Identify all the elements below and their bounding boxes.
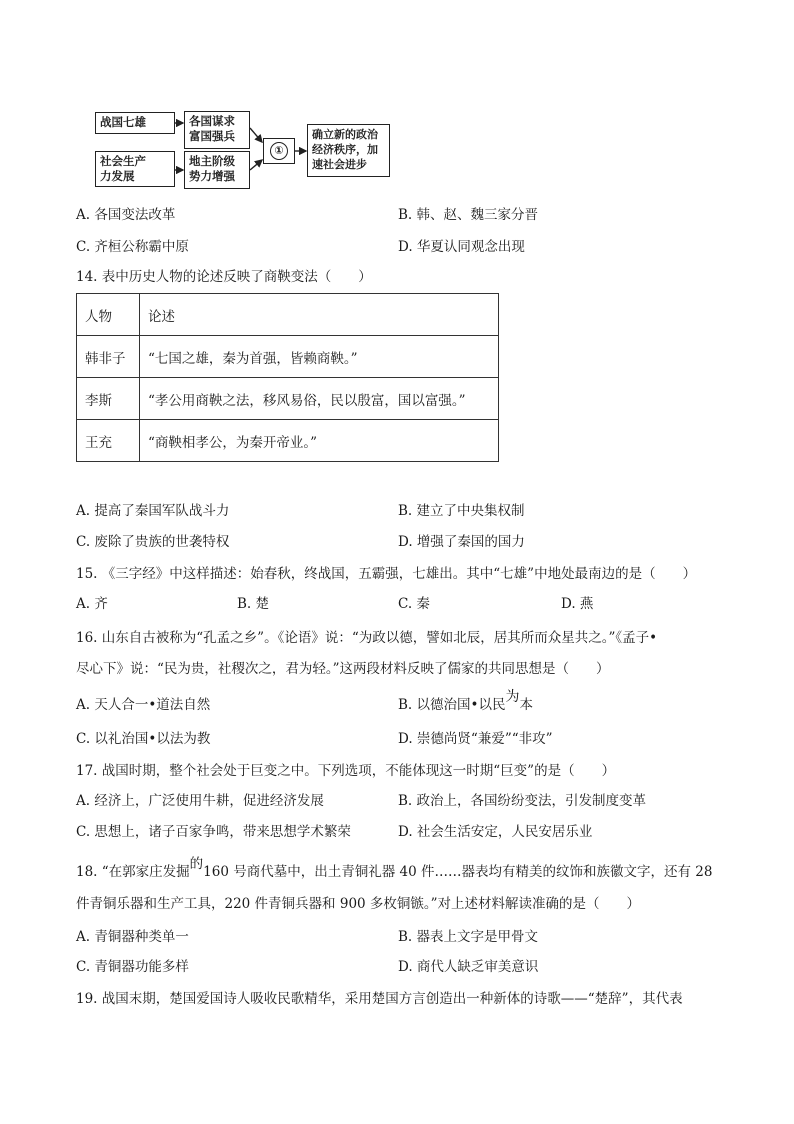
- q14-option-a: A. 提高了秦国军队战斗力: [76, 503, 230, 519]
- q16-option-b-text: B. 以德治国•以民: [398, 697, 506, 713]
- table-cell: “七国之雄，秦为首强，皆赖商鞅。”: [140, 336, 499, 378]
- table-row: [77, 420, 499, 462]
- table-cell: 王充: [77, 420, 140, 462]
- q13-option-a: A. 各国变法改革: [76, 207, 176, 223]
- table-cell: “商鞅相孝公，为秦开帝业。”: [140, 420, 499, 462]
- q18-option-d: D. 商代人缺乏审美意识: [398, 959, 539, 975]
- q14-stem: 14. 表中历史人物的论述反映了商鞅变法（ ）: [76, 269, 372, 285]
- q15-stem: 15. 《三字经》中这样描述：始春秋，终战国，五霸强，七雄出。其中“七雄”中地处最南边的是（ ）: [76, 566, 697, 582]
- q14-table: [76, 293, 499, 462]
- arrow: [250, 128, 262, 142]
- table-cell: 韩非子: [77, 336, 140, 378]
- table-cell: 李斯: [77, 378, 140, 420]
- q17-option-d: D. 社会生活安定，人民安居乐业: [398, 824, 593, 840]
- q16-option-c: C. 以礼治国•以法为教: [76, 731, 211, 747]
- q13-option-b: B. 韩、赵、魏三家分晋: [398, 207, 539, 223]
- q16-option-b-raised: 为: [505, 689, 520, 705]
- q18-stem-tail: 160 号商代墓中，出土青铜礼器 40 件……器表均有精美的纹饰和族徽文字，还有 28: [203, 864, 713, 880]
- diagram-box-text: 势力增强: [189, 169, 235, 183]
- arrow: [250, 160, 262, 170]
- q17-option-a: A. 经济上，广泛使用牛耕，促进经济发展: [76, 793, 324, 809]
- q17-option-c: C. 思想上，诸子百家争鸣，带来思想学术繁荣: [76, 824, 351, 840]
- q18-stem-text: 18. “在郭家庄发掘: [76, 864, 190, 880]
- q18-stem-line1: [76, 856, 713, 881]
- diagram-blank-label: ①: [274, 144, 284, 157]
- diagram-box-text: 经济秩序，加: [312, 143, 378, 156]
- q18-stem-line2: 件青铜乐器和生产工具，220 件青铜兵器和 900 多枚铜镞。”对上述材料解读准确的是（ ）: [76, 896, 641, 912]
- diagram-box-text: 社会生产: [100, 154, 146, 168]
- q16-option-a: A. 天人合一•道法自然: [76, 697, 211, 713]
- q19-stem: 19. 战国末期，楚国爱国诗人吸收民歌精华，采用楚国方言创造出一种新体的诗歌——“楚辞”，其代表: [76, 991, 683, 1007]
- diagram-arrows: [0, 0, 794, 200]
- q18-option-b: B. 器表上文字是甲骨文: [398, 929, 539, 945]
- q16-option-b: [398, 689, 533, 714]
- q14-option-b: B. 建立了中央集权制: [398, 503, 525, 519]
- q15-option-a: A. 齐: [76, 596, 108, 612]
- diagram-box-text: 地主阶级: [189, 154, 235, 168]
- diagram-box-text: 各国谋求: [189, 114, 235, 128]
- table-row: [77, 378, 499, 420]
- table-header-cell: 人物: [77, 294, 140, 336]
- q17-stem: 17. 战国时期，整个社会处于巨变之中。下列选项，不能体现这一时期“巨变”的是（ ）: [76, 763, 616, 779]
- diagram-box-text: 力发展: [100, 169, 135, 183]
- q18-option-a: A. 青铜器种类单一: [76, 929, 189, 945]
- q16-stem-line2: 尽心下》说：“民为贵，社稷次之，君为轻。”这两段材料反映了儒家的共同思想是（ ）: [76, 661, 610, 677]
- q16-stem-line1: 16. 山东自古被称为“孔孟之乡”。《论语》说：“为政以德，譬如北辰，居其所而众星共之。”《孟子•: [76, 630, 658, 646]
- q15-option-b: B. 楚: [237, 596, 270, 612]
- q16-option-b-tail: 本: [519, 697, 533, 713]
- q15-option-c: C. 秦: [398, 596, 430, 612]
- table-cell: “孝公用商鞅之法，移风易俗，民以殷富，国以富强。”: [140, 378, 499, 420]
- q14-option-d: D. 增强了秦国的国力: [398, 534, 525, 550]
- q16-option-d: D. 崇德尚贤“兼爱”“非攻”: [398, 731, 553, 747]
- q14-option-c: C. 废除了贵族的世袭特权: [76, 534, 230, 550]
- q13-option-c: C. 齐桓公称霸中原: [76, 239, 189, 255]
- q15-option-d: D. 燕: [561, 596, 594, 612]
- table-row: [77, 336, 499, 378]
- table-header-cell: 论述: [140, 294, 499, 336]
- q13-option-d: D. 华夏认同观念出现: [398, 239, 525, 255]
- diagram-box-text: 战国七雄: [100, 115, 146, 129]
- table-header-row: [77, 294, 499, 336]
- diagram-box-text: 确立新的政治: [312, 128, 378, 141]
- q18-option-c: C. 青铜器功能多样: [76, 959, 189, 975]
- diagram-box-text: 富国强兵: [189, 129, 235, 143]
- q17-option-b: B. 政治上，各国纷纷变法，引发制度变革: [398, 793, 647, 809]
- diagram-box-text: 速社会进步: [312, 158, 367, 171]
- q18-stem-raised: 的: [189, 856, 204, 872]
